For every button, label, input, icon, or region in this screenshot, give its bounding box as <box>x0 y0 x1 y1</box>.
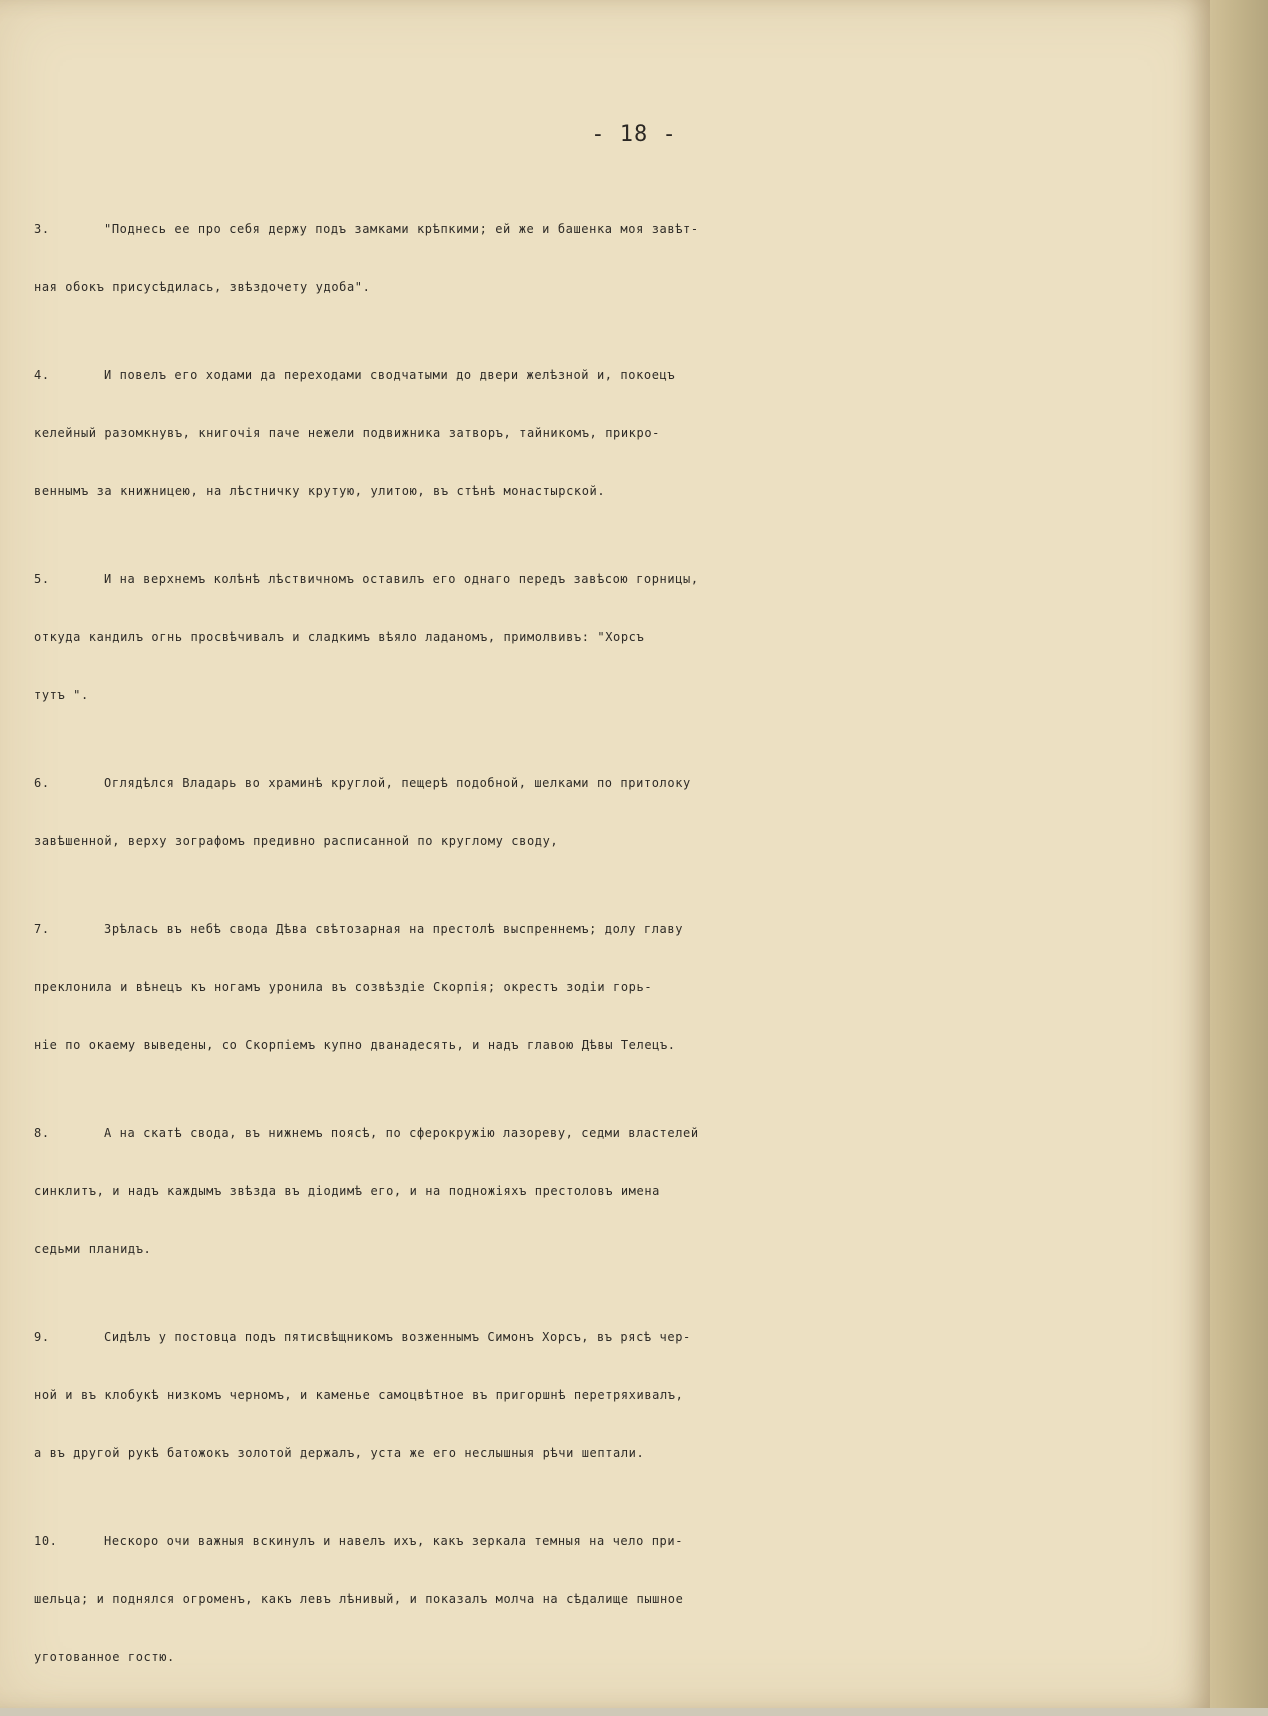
paragraph-4 <box>34 346 1264 520</box>
paragraph-number: 8. <box>34 1126 50 1140</box>
page-number: - 18 - <box>591 122 677 147</box>
paragraph-8 <box>34 1104 1264 1278</box>
paragraph-5 <box>34 550 1264 724</box>
paragraph-number: 9. <box>34 1330 50 1344</box>
paragraph-number: 10. <box>34 1534 58 1548</box>
text-line: Нескоро очи важныя вскинулъ и навелъ ихъ, какъ зеркала темныя на чело при- <box>104 1534 684 1548</box>
text-line: Оглядѣлся Владарь во храминѣ круглой, пещерѣ подобной, шелками по притолоку <box>104 776 691 790</box>
text-line: Зрѣлась въ небѣ свода Дѣва свѣтозарная на престолѣ выспреннемъ; долу главу <box>104 922 684 936</box>
paragraph-number: 4. <box>34 368 50 382</box>
text-line: А на скатѣ свода, въ нижнемъ поясѣ, по сферокружію лазореву, седми властелей <box>104 1126 699 1140</box>
paragraph-number: 7. <box>34 922 50 936</box>
text-line: синклитъ, и надъ каждымъ звѣзда въ діодимѣ его, и на подножіяхъ престоловъ имена <box>34 1184 660 1198</box>
text-line: Сидѣлъ у постовца подъ пятисвѣщникомъ возженнымъ Симонъ Хорсъ, въ рясѣ чер- <box>104 1330 691 1344</box>
text-line: преклонила и вѣнецъ къ ногамъ уронила въ созвѣздіе Скорпія; окрестъ зодіи горь- <box>34 980 653 994</box>
text-line: ная обокъ присусѣдилась, звѣздочету удоба". <box>34 280 371 294</box>
text-line: келейный разомкнувъ, книгочія паче нежели подвижника затворъ, тайникомъ, прикро- <box>34 426 660 440</box>
text-line: тутъ ". <box>34 688 89 702</box>
paragraph-3 <box>34 200 1264 316</box>
paragraph-number: 3. <box>34 222 50 236</box>
text-line: уготованное гостю. <box>34 1650 175 1664</box>
text-line: И на верхнемъ колѣнѣ лѣствичномъ оставилъ его однаго передъ завѣсою горницы, <box>104 572 699 586</box>
text-line: откуда кандилъ огнь просвѣчивалъ и сладкимъ вѣяло ладаномъ, примолвивъ: "Хорсъ <box>34 630 645 644</box>
text-line: "Поднесь ее про себя держу подъ замками крѣпкими; ей же и башенка моя завѣт- <box>104 222 699 236</box>
text-line: шельца; и поднялся огроменъ, какъ левъ лѣнивый, и показалъ молча на сѣдалище пышное <box>34 1592 684 1606</box>
text-line: ной и въ клобукѣ низкомъ черномъ, и каменье самоцвѣтное въ пригоршнѣ перетряхивалъ, <box>34 1388 684 1402</box>
page-body <box>34 200 1264 1716</box>
text-line: И повелъ его ходами да переходами сводчатыми до двери желѣзной и, покоецъ <box>104 368 676 382</box>
paragraph-7 <box>34 900 1264 1074</box>
text-line: веннымъ за книжницею, на лѣстничку крутую, улитою, въ стѣнѣ монастырской. <box>34 484 606 498</box>
paragraph-number: 6. <box>34 776 50 790</box>
text-line: завѣшенной, верху зографомъ предивно расписанной по круглому своду, <box>34 834 559 848</box>
paragraph-number: 5. <box>34 572 50 586</box>
text-line: ніе по окаему выведены, со Скорпіемъ купно дванадесять, и надъ главою Дѣвы Телецъ. <box>34 1038 676 1052</box>
text-line: а въ другой рукѣ батожокъ золотой держалъ, уста же его неслышныя рѣчи шептали. <box>34 1446 645 1460</box>
text-line: седьми планидъ. <box>34 1242 152 1256</box>
paragraph-9 <box>34 1308 1264 1482</box>
paragraph-10 <box>34 1512 1264 1686</box>
paragraph-6 <box>34 754 1264 870</box>
